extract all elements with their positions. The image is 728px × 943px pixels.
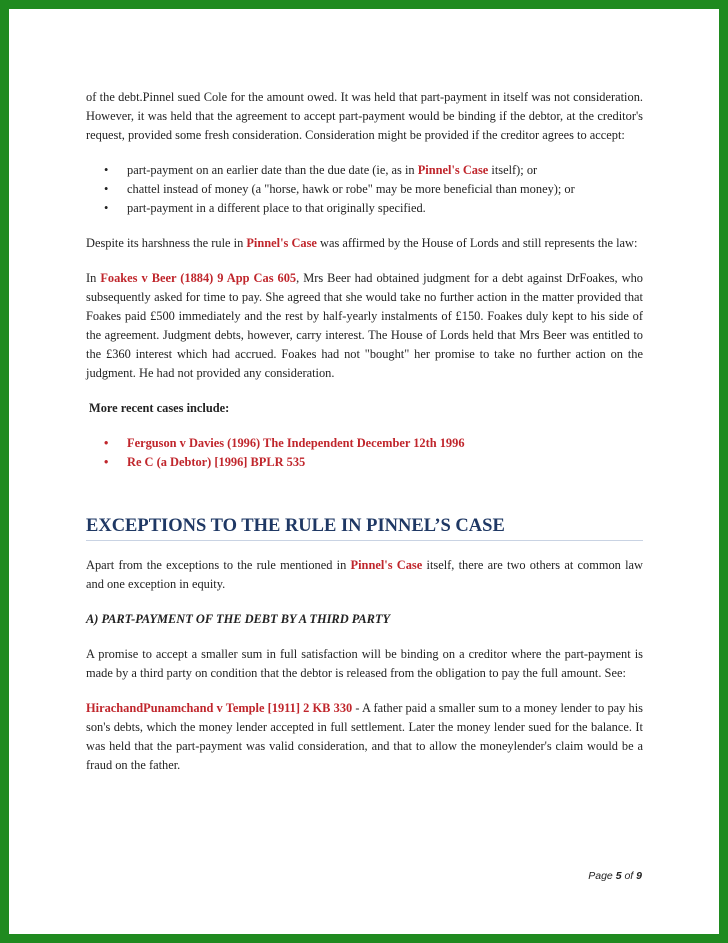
paragraph-exceptions-intro: Apart from the exceptions to the rule mentioned in Pinnel's Case itself, there are two others at common law and one exception in equity.: [86, 558, 643, 591]
paragraph-text: of the debt.Pinnel sued Cole for the amount owed. It was held that part-payment in itself was not consideration. However, it was held that the agreement to accept part-payment would be binding if the debtor, at the creditor's request, provided some fresh consideration. Consideration might be provided if the creditor agrees to accept:: [86, 90, 643, 142]
consideration-list: [86, 161, 643, 218]
list-item: • part-payment on an earlier date than the due date (ie, as in Pinnel's Case itself); or: [86, 161, 643, 180]
document-page: [86, 88, 643, 775]
paragraph-hirachand: HirachandPunamchand v Temple [1911] 2 KB 330 - A father paid a smaller sum to a money lender to pay his son's debts, which the money lender accepted in full settlement. Later the money lender sued for the balance. It was held that the part-payment was valid consideration, and that to allow the moneylender's claim would be a fraud on the father.: [86, 701, 644, 772]
list-item: • Ferguson v Davies (1996) The Independent December 12th 1996: [86, 434, 643, 453]
page-total: 9: [636, 870, 642, 882]
case-citation: Pinnel's Case: [246, 236, 317, 250]
list-item: • chattel instead of money (a "horse, hawk or robe" may be more beneficial than money); or: [86, 180, 643, 199]
subsection-heading: A) PART-PAYMENT OF THE DEBT BY A THIRD PARTY: [86, 612, 391, 626]
recent-cases-heading: More recent cases include:: [89, 401, 230, 415]
case-citation: Foakes v Beer (1884) 9 App Cas 605: [100, 271, 297, 285]
page-number-footer: Page 5 of 9: [588, 870, 642, 882]
case-citation: HirachandPunamchand v Temple [1911] 2 KB 330: [86, 701, 353, 715]
section-heading: EXCEPTIONS TO THE RULE IN PINNEL’S CASE: [86, 517, 643, 541]
paragraph-pinnel-facts: [86, 88, 643, 145]
paragraph-foakes-v-beer: In Foakes v Beer (1884) 9 App Cas 605, Mrs Beer had obtained judgment for a debt against DrFoakes, who subsequently asked for time to pay. She agreed that she would take no further action in the matter provided that Foakes paid £500 immediately and the rest by half-yearly instalments of £150. Foakes duly kept to his side of the agreement. Judgment debts, however, carry interest. The House of Lords held that Mrs Beer was entitled to the £360 interest which had accrued. Foakes had not "bought" her promise to take no further action on the judgment. He had not provided any consideration.: [86, 271, 643, 380]
case-citation: Pinnel's Case: [350, 558, 423, 572]
list-item: • Re C (a Debtor) [1996] BPLR 535: [86, 453, 643, 472]
page-number: 5: [615, 870, 622, 882]
list-item: • part-payment in a different place to that originally specified.: [86, 199, 643, 218]
case-citation: Pinnel's Case: [417, 163, 489, 177]
paragraph-third-party: A promise to accept a smaller sum in full satisfaction will be binding on a creditor where the part-payment is made by a third party on condition that the debtor is released from the obligation to pay the full amount. See:: [86, 647, 643, 680]
paragraph-harshness: Despite its harshness the rule in Pinnel's Case was affirmed by the House of Lords and still represents the law:: [86, 236, 638, 250]
recent-cases-list: [86, 434, 643, 472]
